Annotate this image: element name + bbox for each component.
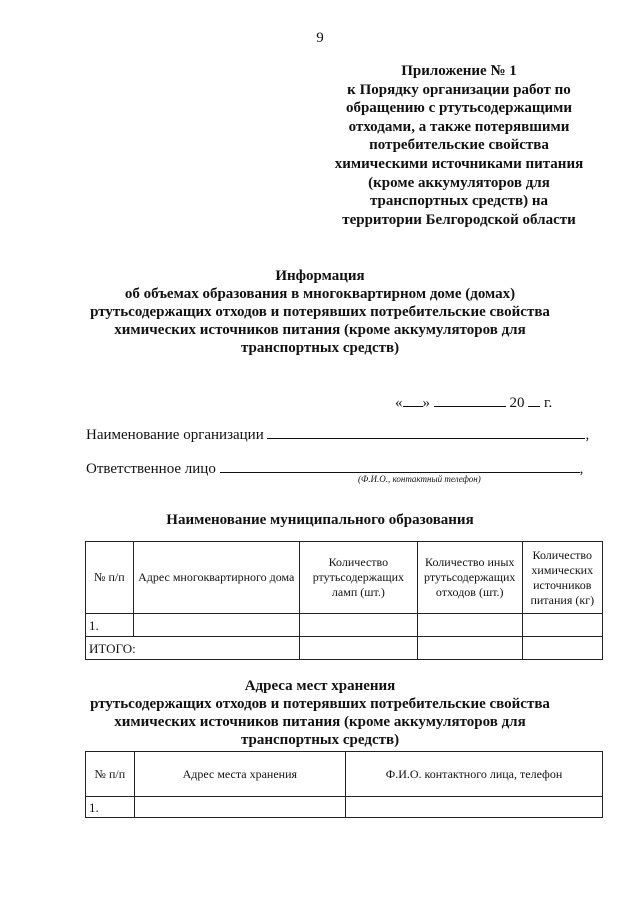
responsible-field — [86, 459, 583, 478]
date-open-quote: « — [395, 395, 403, 411]
appendix-line: (кроме аккумуляторов для — [368, 174, 550, 191]
info-title — [40, 267, 600, 357]
storage-address-cell[interactable] — [134, 797, 345, 818]
appendix-line: обращению с ртутьсодержащими — [345, 100, 573, 117]
table-header-row — [86, 542, 603, 614]
storage-title-line: ртутьсодержащих отходов и потерявших потребительские свойства — [90, 696, 550, 712]
organization-blank[interactable] — [267, 425, 585, 439]
municipality-heading: Наименование муниципального образования — [166, 512, 474, 528]
address-cell[interactable] — [133, 614, 299, 637]
year-blank[interactable] — [528, 393, 540, 407]
organization-comma: , — [585, 427, 590, 443]
storage-title-line: Адреса мест хранения — [244, 678, 396, 694]
total-label: ИТОГО: — [86, 637, 300, 660]
responsible-comma: , — [579, 461, 584, 477]
page-number: 9 — [316, 30, 324, 46]
year-suffix: г. — [544, 395, 553, 411]
total-other-waste-cell[interactable] — [417, 637, 522, 660]
day-blank[interactable] — [403, 393, 423, 407]
col-number-header: № п/п — [86, 752, 135, 797]
col-address-header: Адрес многоквартирного дома — [133, 542, 299, 614]
total-lamps-cell[interactable] — [299, 637, 417, 660]
info-title-line: транспортных средств) — [240, 340, 400, 356]
month-blank[interactable] — [434, 393, 506, 407]
total-row — [86, 637, 603, 660]
volumes-table — [85, 541, 603, 660]
total-batteries-cell[interactable] — [522, 637, 602, 660]
table-header-row — [86, 752, 603, 797]
batteries-cell[interactable] — [522, 614, 602, 637]
info-title-line: ртутьсодержащих отходов и потерявших потребительские свойства — [90, 304, 550, 320]
responsible-label: Ответственное лицо — [86, 461, 216, 477]
info-title-line: химических источников питания (кроме аккумуляторов для — [114, 322, 526, 338]
appendix-line: химическими источниками питания — [334, 155, 584, 172]
col-other-waste-header: Количество иных ртутьсодержащих отходов (шт.) — [417, 542, 522, 614]
year-prefix: 20 — [509, 395, 525, 411]
info-title-line: Информация — [275, 268, 365, 284]
appendix-line: территории Белгородской области — [342, 211, 576, 228]
date-line — [395, 393, 552, 412]
col-lamps-header: Количество ртутьсодержащих ламп (шт.) — [299, 542, 417, 614]
col-contact-header: Ф.И.О. контактного лица, телефон — [345, 752, 602, 797]
storage-title — [40, 677, 600, 749]
col-batteries-header: Количество химических источников питания (кг) — [522, 542, 602, 614]
row-number: 1. — [86, 614, 134, 637]
info-title-line: об объемах образования в многоквартирном доме (домах) — [124, 286, 516, 302]
appendix-line: отходами, а также потерявшими — [348, 118, 570, 135]
organization-label: Наименование организации — [86, 427, 264, 443]
date-close-quote: » — [422, 395, 430, 411]
storage-table — [85, 751, 603, 818]
responsible-hint: (Ф.И.О., контактный телефон) — [358, 474, 481, 484]
storage-title-line: транспортных средств) — [240, 732, 400, 748]
col-storage-address-header: Адрес места хранения — [134, 752, 345, 797]
other-waste-cell[interactable] — [417, 614, 522, 637]
contact-cell[interactable] — [345, 797, 602, 818]
lamps-cell[interactable] — [299, 614, 417, 637]
appendix-line: потребительские свойства — [369, 137, 549, 154]
appendix-line: транспортных средств) на — [369, 193, 548, 210]
storage-title-line: химических источников питания (кроме аккумуляторов для — [114, 714, 526, 730]
table-row — [86, 797, 603, 818]
responsible-blank[interactable] — [220, 459, 580, 473]
appendix-line: Приложение № 1 — [401, 63, 517, 79]
appendix-line: к Порядку организации работ по — [347, 81, 571, 98]
table-row — [86, 614, 603, 637]
organization-field — [86, 425, 589, 444]
row-number: 1. — [86, 797, 135, 818]
appendix-heading — [320, 62, 598, 229]
col-number-header: № п/п — [86, 542, 134, 614]
